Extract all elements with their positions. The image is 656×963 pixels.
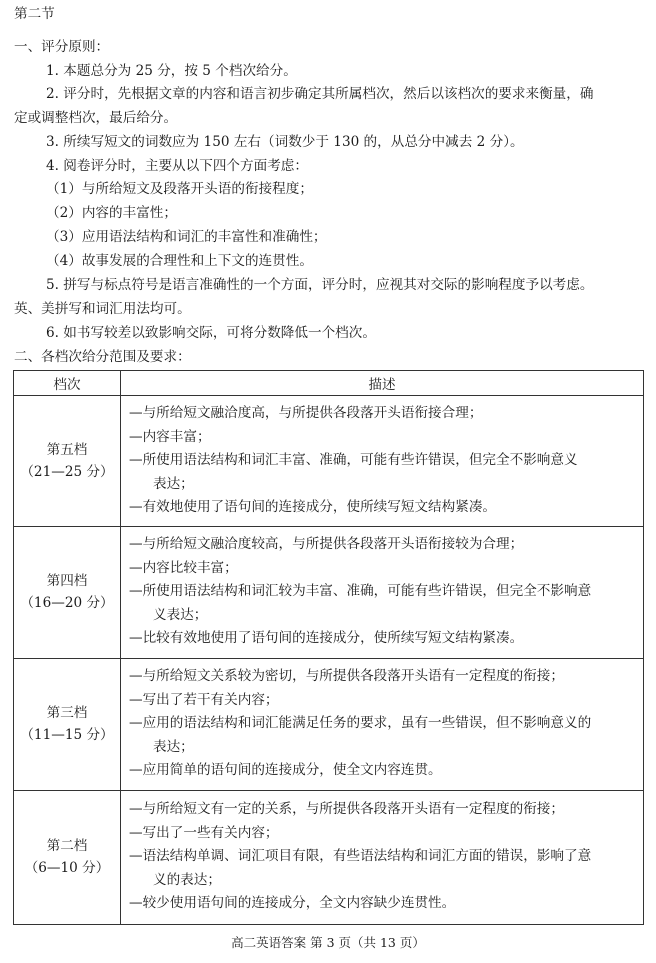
- principle-2: 2. 评分时，先根据文章的内容和语言初步确定其所属档次，然后以该档次的要求来衡量，确: [46, 86, 594, 102]
- description-line: —与所给短文融洽度较高，与所提供各段落开头语衔接较为合理；: [129, 536, 524, 553]
- description-line: —与所给短文有一定的关系，与所提供各段落开头语有一定程度的衔接；: [129, 801, 564, 818]
- description-line: —与所给短文融洽度高，与所提供各段落开头语衔接合理；: [129, 405, 483, 421]
- description-line: 义的表达；: [153, 871, 221, 888]
- level-name: 第四档: [46, 573, 88, 589]
- level-range: （21—25 分）: [20, 463, 114, 480]
- level-range: （6—10 分）: [24, 860, 110, 876]
- principle-4-item-4: （4）故事发展的合理性和上下文的连贯性。: [46, 253, 313, 269]
- description-line: —与所给短文关系较为密切，与所提供各段落开头语有一定程度的衔接；: [129, 668, 564, 685]
- table-row: [14, 658, 644, 790]
- principle-2-continued: 定或调整档次，最后给分。: [14, 110, 178, 126]
- principle-4-item-1: （1）与所给短文及段落开头语的衔接程度；: [46, 181, 313, 197]
- table-row: [14, 526, 644, 658]
- principle-5-continued: 英、美拼写和词汇用法均可。: [14, 301, 191, 317]
- principle-1: 1. 本题总分为 25 分，按 5 个档次给分。: [46, 63, 297, 79]
- header-level: 档次: [14, 371, 121, 396]
- level-range: （16—20 分）: [20, 595, 114, 611]
- level-cell: [14, 526, 121, 658]
- principle-4-item-3: （3）应用语法结构和词汇的丰富性和准确性；: [46, 229, 327, 245]
- description-cell: [121, 396, 644, 527]
- description-cell: [121, 526, 644, 658]
- description-line: —应用简单的语句间的连接成分，使全文内容连贯。: [129, 762, 442, 779]
- level-cell: [14, 658, 121, 790]
- level-name: 第二档: [46, 838, 88, 854]
- description-line: —所使用语法结构和词汇丰富、准确，可能有些许错误，但完全不影响意义: [129, 452, 578, 468]
- principle-3: 3. 所续写短文的词数应为 150 左右（词数少于 130 的，从总分中减去 2 分）。: [46, 134, 524, 150]
- section-title: 第二节: [14, 6, 55, 22]
- description-line: 表达；: [153, 475, 194, 492]
- table-row: [14, 790, 644, 924]
- principle-4: 4. 阅卷评分时，主要从以下四个方面考虑：: [46, 158, 308, 174]
- principles-heading: 一、评分原则：: [14, 39, 110, 55]
- description-cell: [121, 790, 644, 924]
- description-line: 义表达；: [153, 606, 208, 623]
- page-footer: 高二英语答案 第 3 页（共 13 页）: [231, 935, 425, 950]
- description-line: —所使用语法结构和词汇较为丰富、准确，可能有些许错误，但完全不影响意: [129, 583, 592, 600]
- description-line: —内容丰富；: [129, 428, 211, 445]
- principle-5: 5. 拼写与标点符号是语言准确性的一个方面，评分时，应视其对交际的影响程度予以考虑。: [46, 277, 594, 293]
- description-line: —比较有效地使用了语句间的连接成分，使所续写短文结构紧凑。: [129, 630, 524, 647]
- header-description: 描述: [121, 371, 644, 396]
- description-line: —语法结构单调、词汇项目有限，有些语法结构和词汇方面的错误，影响了意: [129, 848, 592, 865]
- principle-6: 6. 如书写较差以致影响交际，可将分数降低一个档次。: [46, 325, 376, 341]
- level-name: 第三档: [46, 705, 88, 721]
- level-range: （11—15 分）: [20, 727, 114, 743]
- description-line: —有效地使用了语句间的连接成分，使所续写短文结构紧凑。: [129, 499, 497, 515]
- description-line: —写出了一些有关内容；: [129, 824, 279, 841]
- description-line: —内容比较丰富；: [129, 559, 238, 576]
- table-row: [14, 396, 644, 527]
- levels-heading: 二、各档次给分范围及要求：: [14, 349, 191, 365]
- grading-table: [13, 370, 644, 925]
- table-header-row: [14, 371, 644, 396]
- level-cell: [14, 396, 121, 527]
- description-line: —较少使用语句间的连接成分，全文内容缺少连贯性。: [129, 895, 456, 912]
- description-line: —应用的语法结构和词汇能满足任务的要求，虽有一些错误，但不影响意义的: [129, 715, 592, 732]
- description-line: 表达；: [153, 738, 194, 755]
- level-cell: [14, 790, 121, 924]
- description-cell: [121, 658, 644, 790]
- description-line: —写出了若干有关内容；: [129, 691, 279, 708]
- level-name: 第五档: [46, 441, 88, 458]
- principle-4-item-2: （2）内容的丰富性；: [46, 205, 177, 221]
